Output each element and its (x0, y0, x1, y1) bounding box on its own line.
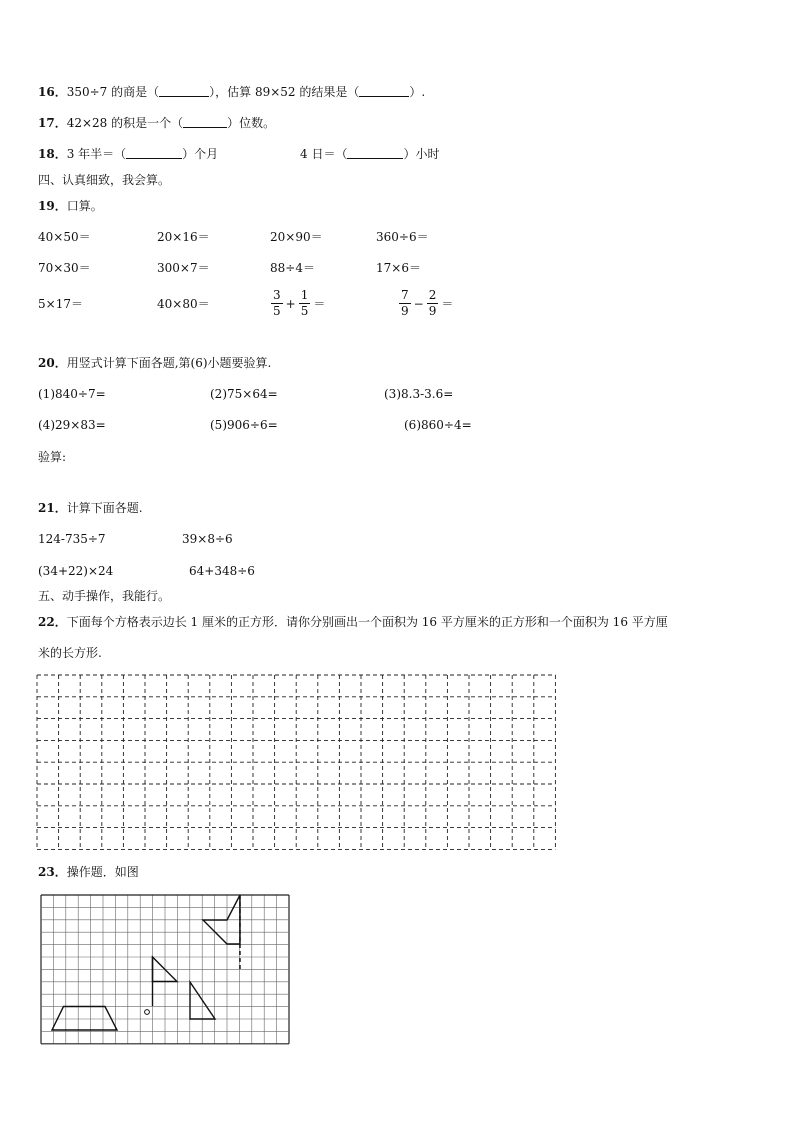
question-number: 22． (38, 615, 67, 629)
question-text: 350÷7 的商是（ (66, 85, 160, 99)
fraction: $\frac{1}{5}$ (300, 288, 309, 318)
operator: + (285, 296, 296, 311)
question-23-title (38, 864, 139, 880)
question-text: 计算下面各题. (66, 501, 143, 515)
calc-item: 20×16＝ (157, 230, 210, 244)
answer-blank[interactable] (183, 115, 227, 128)
answer-blank[interactable] (159, 84, 209, 97)
question-text: 4 日＝（ (300, 147, 348, 161)
question-19-title (38, 198, 103, 214)
calc-item: 5×17＝ (38, 297, 83, 311)
question-text: 口算。 (66, 199, 103, 213)
section-title: 四、认真细致，我会算。 (38, 173, 171, 187)
question-text: 操作题．如图 (66, 865, 139, 879)
calc-item: 64+348÷6 (189, 564, 255, 578)
calc-item: (34+22)×24 (38, 564, 114, 578)
question-text: 3 年半＝（ (66, 147, 127, 161)
trapezoid-shape (52, 1007, 117, 1031)
calc-item: 39×8÷6 (182, 532, 233, 546)
question-text: ）位数。 (227, 116, 276, 130)
answer-blank[interactable] (126, 146, 182, 159)
equals-sign: ＝ (441, 297, 454, 311)
calc-item: 300×7＝ (157, 261, 210, 275)
calc-item: 40×80＝ (157, 297, 210, 311)
fraction: $\frac{2}{9}$ (428, 288, 437, 318)
origin-point (145, 1010, 150, 1015)
fraction: $\frac{7}{9}$ (401, 288, 409, 318)
equals-sign: ＝ (313, 297, 326, 311)
operation-grid-figure[interactable] (40, 894, 294, 1046)
question-16 (38, 84, 425, 100)
question-text: ）小时 (403, 147, 440, 161)
question-number: 19． (38, 199, 67, 213)
question-number: 21． (38, 501, 67, 515)
calc-item: 360÷6＝ (376, 230, 429, 244)
calc-item: 88÷4＝ (270, 261, 315, 275)
question-text: 42×28 的积是一个（ (66, 116, 184, 130)
calc-item: 70×30＝ (38, 261, 91, 275)
question-17 (38, 115, 275, 131)
calc-item: (1)840÷7= (38, 387, 106, 401)
question-number: 23． (38, 865, 67, 879)
question-number: 17． (38, 116, 67, 130)
answer-blank[interactable] (359, 84, 409, 97)
operator: − (413, 296, 424, 311)
question-text: 下面每个方格表示边长 1 厘米的正方形．请你分别画出一个面积为 16 平方厘米的正方形和一个面积为 16 平方厘 (66, 615, 668, 629)
question-20-title (38, 355, 271, 371)
calc-item: (4)29×83= (38, 418, 106, 432)
question-21-title (38, 500, 143, 516)
calc-item: 20×90＝ (270, 230, 323, 244)
fraction: $\frac{3}{5}$ (273, 288, 281, 318)
question-22-line2: 米的长方形. (38, 646, 102, 660)
calc-item: 17×6＝ (376, 261, 421, 275)
calc-item: 124-735÷7 (38, 532, 106, 546)
section-title: 五、动手操作，我能行。 (38, 589, 171, 603)
question-text: ）个月 (182, 147, 219, 161)
question-18a (38, 146, 218, 162)
answer-blank[interactable] (347, 146, 403, 159)
question-18b (300, 146, 439, 162)
check-label: 验算: (38, 450, 67, 464)
question-text: ）. (409, 85, 426, 99)
question-text: 用竖式计算下面各题,第(6)小题要验算. (66, 356, 272, 370)
calc-item: 40×50＝ (38, 230, 91, 244)
calc-item: (5)906÷6= (210, 418, 278, 432)
question-number: 16． (38, 85, 67, 99)
question-22-line1 (38, 614, 668, 630)
fraction-expression-2 (398, 288, 455, 319)
fraction-expression-1 (270, 288, 327, 319)
calc-item: (3)8.3-3.6= (384, 387, 454, 401)
question-number: 20． (38, 356, 67, 370)
question-text: ），估算 89×52 的结果是（ (209, 85, 360, 99)
dashed-square-grid[interactable] (36, 674, 560, 852)
question-number: 18． (38, 147, 67, 161)
calc-item: (2)75×64= (210, 387, 278, 401)
calc-item: (6)860÷4= (404, 418, 472, 432)
